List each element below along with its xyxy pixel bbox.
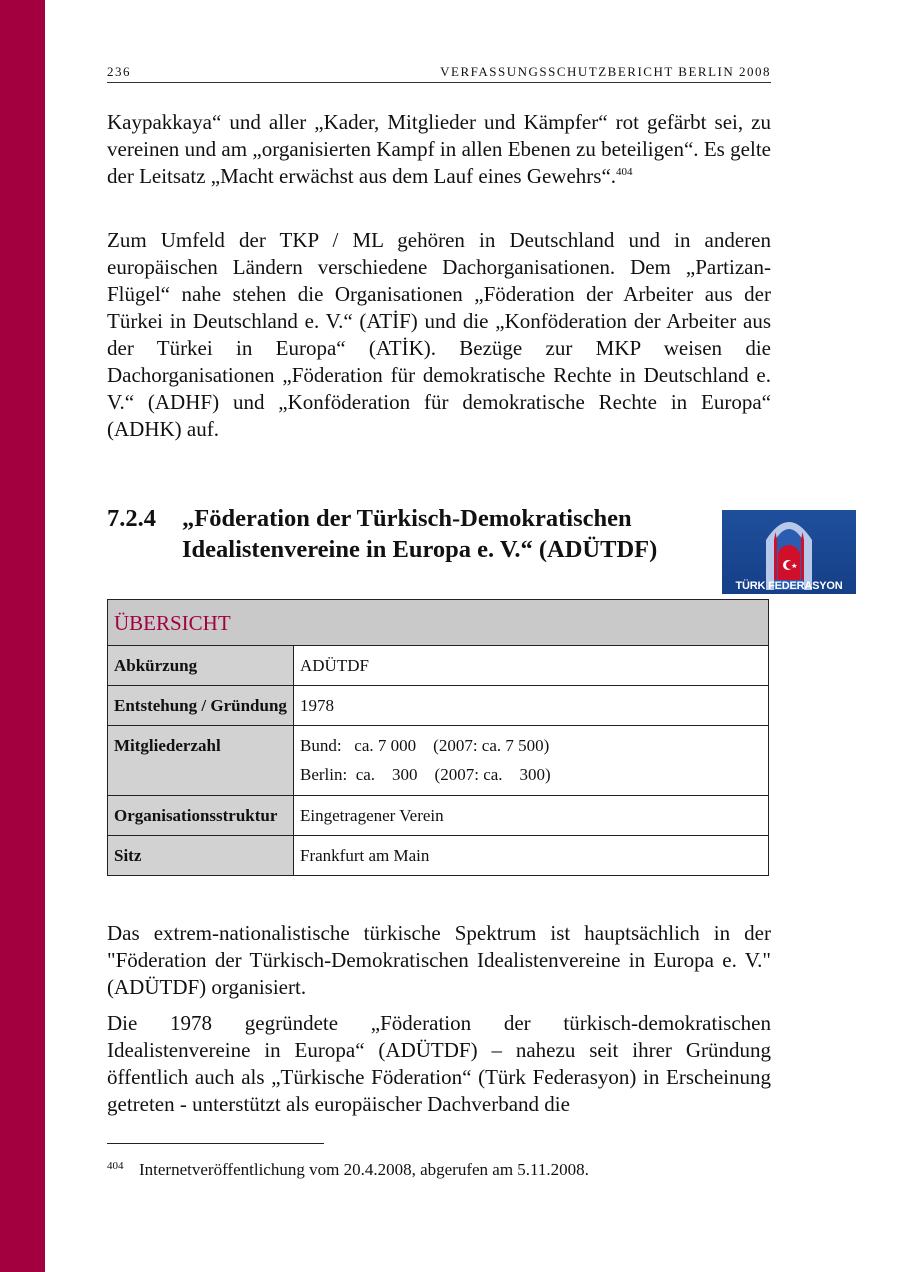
footnote-ref-404[interactable]: 404 [616,166,633,178]
table-row [108,646,769,686]
section-number: 7.2.4 [107,505,156,532]
footnote-404 [107,1160,589,1180]
mitglieder-bund: Bund: ca. 7 000 (2007: ca. 7 500) [300,736,550,755]
running-title: VERFASSUNGSSCHUTZBERICHT BERLIN 2008 [440,64,771,79]
paragraph-1 [107,109,771,190]
table-row [108,836,769,876]
overview-header-row [108,600,769,646]
table-row [108,796,769,836]
row-value-entstehung: 1978 [294,686,769,726]
page-number: 236 [107,64,131,79]
table-row [108,726,769,796]
logo-caption: TÜRK FEDERASYON [735,580,843,592]
paragraph-1-text: Kaypakkaya“ und aller „Kader, Mitglieder und Kämpfer“ rot gefärbt sei, zu vereinen und am „organisierten Kampf in allen Ebenen zu beteiligen“. Es gelte der Leitsatz „Macht erwächst aus dem Lauf eines Gewehrs“. [107,110,771,188]
section-title: „Föderation der Türkisch-Demokratischen Idealistenvereine in Europa e. V.“ (ADÜTDF) [182,505,658,563]
row-label-organisationsstruktur: Organisationsstruktur [108,796,294,836]
paragraph-3: Das extrem-nationalistische türkische Spektrum ist hauptsächlich in der "Föderation der Türkisch-Demokratischen Idealistenvereine in Europa e. V." (ADÜTDF) organisiert. [107,921,771,999]
overview-table [107,599,769,876]
page-header [107,62,771,83]
turk-federasyon-logo [722,510,856,594]
row-label-mitgliederzahl: Mitgliederzahl [108,726,294,796]
row-value-organisationsstruktur: Eingetragener Verein [294,796,769,836]
row-value-abkuerzung: ADÜTDF [294,646,769,686]
row-label-abkuerzung: Abkürzung [108,646,294,686]
row-value-mitgliederzahl [294,726,769,796]
table-row [108,686,769,726]
overview-heading: ÜBERSICHT [108,600,769,646]
footnote-divider [107,1143,324,1144]
row-label-sitz: Sitz [108,836,294,876]
paragraph-4: Die 1978 gegründete „Föderation der türkisch-demokratischen Idealistenvereine in Europa“ (ADÜTDF) – nahezu seit ihrer Gründung öffentlich auch als „Türkische Föderation“ (Türk Federasyon) in Erscheinung getreten - unterstützt als europäischer Dachverband die [107,1011,771,1116]
row-label-entstehung: Entstehung / Gründung [108,686,294,726]
paragraph-2: Zum Umfeld der TKP / ML gehören in Deutschland und in anderen europäischen Ländern verschiedene Dachorganisationen. Dem „Partizan-Flügel“ nahe stehen die Organisationen „Föderation der Arbeiter aus der Türkei in Deutschland e. V.“ (ATİF) und die „Konföderation der Arbeiter aus der Türkei in Europa“ (ATİK). Bezüge zur MKP weisen die Dachorganisationen „Föderation für demokratische Rechte in Deutschland e. V.“ (ADHF) und „Konföderation für demokratische Rechte in Europa“ (ADHK) auf. [107,228,771,441]
row-value-sitz: Frankfurt am Main [294,836,769,876]
mitglieder-berlin: Berlin: ca. 300 (2007: ca. 300) [300,765,551,784]
footnote-number: 404 [107,1160,124,1172]
side-margin-bar [0,0,45,1272]
footnote-text: Internetveröffentlichung vom 20.4.2008, abgerufen am 5.11.2008. [139,1160,589,1179]
